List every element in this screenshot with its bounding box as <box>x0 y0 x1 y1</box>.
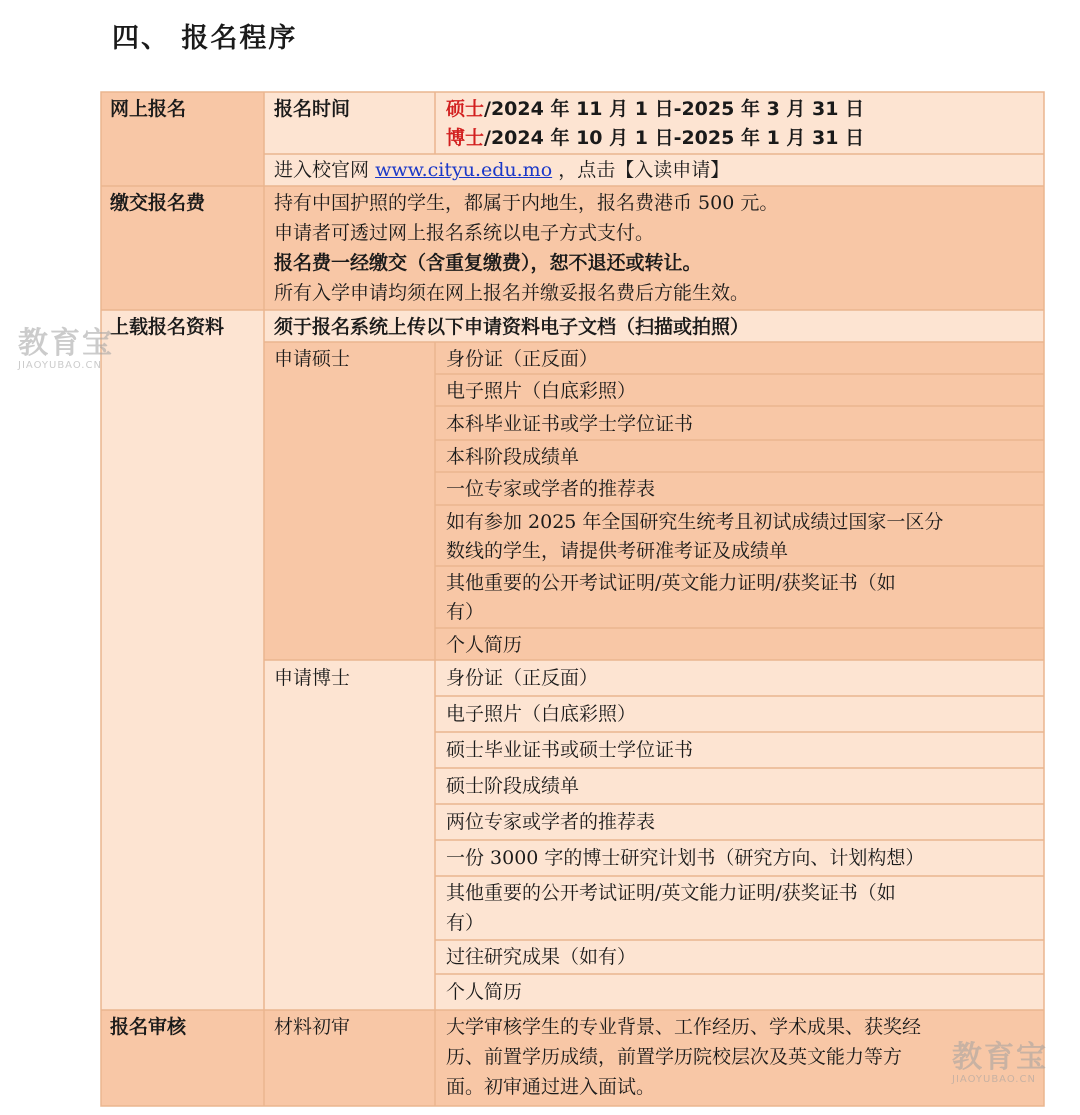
enter-suffix: ，点击【入读申请】 <box>558 159 730 181</box>
row-upload-label: 上载报名资料 <box>110 316 225 338</box>
fee-line: 申请者可透过网上报名系统以电子方式支付。 <box>274 222 655 244</box>
phd-item: 身份证（正反面） <box>446 667 599 689</box>
master-item: 数线的学生，请提供考研准考证及成绩单 <box>446 540 789 562</box>
master-item: 身份证（正反面） <box>446 348 599 370</box>
review-line: 历、前置学历成绩，前置学历院校层次及英文能力等方 <box>446 1046 903 1068</box>
site-link[interactable]: www.cityu.edu.mo <box>375 159 553 181</box>
upload-master-label: 申请硕士 <box>274 348 351 370</box>
enter-site-line <box>274 155 729 185</box>
phd-item: 两位专家或学者的推荐表 <box>446 811 656 833</box>
fee-line-bold: 报名费一经缴交（含重复缴费），恕不退还或转让。 <box>274 252 702 274</box>
fee-line: 持有中国护照的学生，都属于内地生，报名费港币 500 元。 <box>274 192 779 214</box>
master-period <box>446 94 864 124</box>
review-line: 面。初审通过进入面试。 <box>446 1076 656 1098</box>
phd-tag: 博士 <box>446 127 485 149</box>
watermark-domain: JIAOYUBAO.CN <box>18 360 102 371</box>
phd-item: 个人简历 <box>446 981 523 1003</box>
upload-header: 须于报名系统上传以下申请资料电子文档（扫描或拍照） <box>274 316 750 338</box>
phd-item: 一份 3000 字的博士研究计划书（研究方向、计划构想） <box>446 847 925 869</box>
watermark-left <box>18 328 114 371</box>
enter-prefix: 进入校官网 <box>274 159 370 181</box>
watermark-domain: JIAOYUBAO.CN <box>952 1074 1036 1085</box>
master-item: 个人简历 <box>446 634 523 656</box>
fee-line: 所有入学申请均须在网上报名并缴妥报名费后方能生效。 <box>274 282 750 304</box>
watermark-right <box>952 1042 1048 1085</box>
master-period-text: /2024 年 11 月 1 日-2025 年 3 月 31 日 <box>484 98 865 120</box>
upload-phd-label-cell <box>264 660 435 1010</box>
phd-item: 其他重要的公开考试证明/英文能力证明/获奖证书（如 <box>446 882 896 904</box>
master-item: 一位专家或学者的推荐表 <box>446 478 656 500</box>
phd-item: 过往研究成果（如有） <box>446 946 637 968</box>
row-fee-label: 缴交报名费 <box>110 192 206 214</box>
row-upload-label-cell <box>101 310 264 1010</box>
row-review-sub-label: 材料初审 <box>274 1016 351 1038</box>
row-online-label: 网上报名 <box>110 98 187 120</box>
phd-item: 硕士毕业证书或硕士学位证书 <box>446 739 694 761</box>
watermark-text: 教育宝 <box>952 1040 1048 1075</box>
master-item: 有） <box>446 601 485 623</box>
review-line: 大学审核学生的专业背景、工作经历、学术成果、获奖经 <box>446 1016 922 1038</box>
phd-period-text: /2024 年 10 月 1 日-2025 年 1 月 31 日 <box>484 127 865 149</box>
phd-item: 硕士阶段成绩单 <box>446 775 580 797</box>
upload-master-label-cell <box>264 342 435 660</box>
master-item: 其他重要的公开考试证明/英文能力证明/获奖证书（如 <box>446 572 896 594</box>
upload-phd-label: 申请博士 <box>274 667 351 689</box>
master-item: 电子照片（白底彩照） <box>446 380 637 402</box>
phd-item: 有） <box>446 912 485 934</box>
phd-item: 电子照片（白底彩照） <box>446 703 637 725</box>
master-item: 本科毕业证书或学士学位证书 <box>446 413 694 435</box>
row-online-time-label: 报名时间 <box>274 98 351 120</box>
watermark-text: 教育宝 <box>18 326 114 361</box>
phd-period <box>446 123 864 153</box>
row-review-label: 报名审核 <box>110 1016 187 1038</box>
master-item: 本科阶段成绩单 <box>446 446 580 468</box>
master-item: 如有参加 2025 年全国研究生统考且初试成绩过国家一区分 <box>446 511 944 533</box>
master-tag: 硕士 <box>446 98 485 120</box>
section-heading: 四、 报名程序 <box>112 23 298 54</box>
